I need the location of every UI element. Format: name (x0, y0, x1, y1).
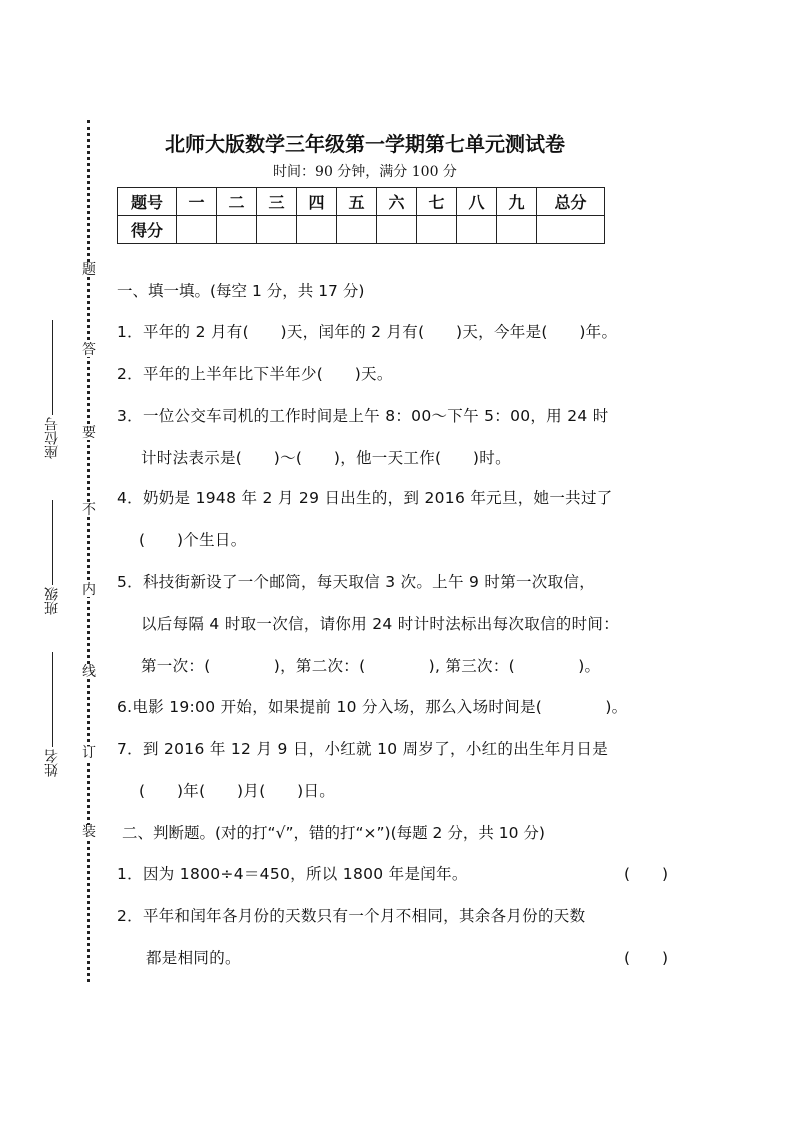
score-header-cell: 题号 (118, 188, 177, 216)
score-header-cell: 二 (217, 188, 257, 216)
margin-char: 装 (82, 824, 96, 840)
margin-char: 不 (82, 502, 96, 518)
score-cell[interactable] (257, 216, 297, 244)
section-1-heading: 一、填一填。(每空 1 分，共 17 分) (117, 282, 365, 300)
question-line: 3．一位公交车司机的工作时间是上午 8：00～下午 5：00，用 24 时 (117, 407, 609, 425)
margin-char: 题 (82, 262, 96, 278)
margin-char: 订 (82, 745, 96, 761)
question-line: 1．平年的 2 月有( )天，闰年的 2 月有( )天，今年是( )年。 (117, 323, 618, 341)
question-line: ( )年( )月( )日。 (139, 782, 336, 800)
margin-char: 内 (82, 582, 96, 598)
score-header-cell: 三 (257, 188, 297, 216)
answer-bracket[interactable]: ( ) (624, 865, 669, 883)
score-cell[interactable] (177, 216, 217, 244)
score-header-cell: 八 (457, 188, 497, 216)
section-2-heading: 二、判断题。(对的打“√”，错的打“×”)(每题 2 分，共 10 分) (122, 824, 545, 842)
page-title: 北师大版数学三年级第一学期第七单元测试卷 (165, 132, 565, 156)
margin-char: 要 (82, 425, 96, 441)
question-line: 5．科技街新设了一个邮筒，每天取信 3 次。上午 9 时第一次取信， (117, 573, 595, 591)
score-header-cell: 七 (417, 188, 457, 216)
seat-number-field[interactable] (42, 320, 62, 459)
question-line: 7．到 2016 年 12 月 9 日，小红就 10 周岁了，小红的出生年月日是 (117, 740, 609, 758)
question-line: 4．奶奶是 1948 年 2 月 29 日出生的，到 2016 年元旦，她一共过了 (117, 489, 613, 507)
score-header-cell: 九 (497, 188, 537, 216)
score-header-cell: 五 (337, 188, 377, 216)
score-cell[interactable] (457, 216, 497, 244)
exam-time-info: 时间：90 分钟，满分 100 分 (273, 164, 457, 180)
score-cell[interactable] (217, 216, 257, 244)
question-line: 第一次：( )，第二次：( ), 第三次：( )。 (141, 657, 601, 675)
question-line: 2．平年的上半年比下半年少( )天。 (117, 365, 393, 383)
name-label: 姓名 (44, 749, 60, 777)
question-line: ( )个生日。 (139, 531, 247, 549)
score-cell[interactable] (537, 216, 605, 244)
answer-bracket[interactable]: ( ) (624, 949, 669, 967)
score-header-cell: 总分 (537, 188, 605, 216)
question-line: 2．平年和闰年各月份的天数只有一个月不相同，其余各月份的天数 (117, 907, 586, 925)
score-table (117, 187, 605, 244)
score-table-header-row (118, 188, 605, 216)
class-field[interactable] (42, 500, 62, 615)
seat-number-blank[interactable] (52, 320, 53, 415)
score-row-label: 得分 (118, 216, 177, 244)
question-line: 1．因为 1800÷4＝450，所以 1800 年是闰年。 (117, 865, 468, 883)
seat-number-label: 座位号 (44, 417, 60, 459)
score-table-score-row (118, 216, 605, 244)
score-header-cell: 一 (177, 188, 217, 216)
score-cell[interactable] (377, 216, 417, 244)
margin-char: 答 (82, 342, 96, 358)
margin-char: 线 (82, 664, 96, 680)
question-line: 计时法表示是( )～( )，他一天工作( )时。 (141, 449, 511, 467)
question-line: 6.电影 19:00 开始，如果提前 10 分入场，那么入场时间是( )。 (117, 698, 628, 716)
score-cell[interactable] (497, 216, 537, 244)
name-blank[interactable] (52, 652, 53, 747)
class-label: 班级 (44, 587, 60, 615)
score-cell[interactable] (297, 216, 337, 244)
name-field[interactable] (42, 652, 62, 777)
score-header-cell: 六 (377, 188, 417, 216)
question-line: 都是相同的。 (146, 949, 241, 967)
class-blank[interactable] (52, 500, 53, 585)
question-line: 以后每隔 4 时取一次信，请你用 24 时计时法标出每次取信的时间： (141, 615, 619, 633)
binding-dotted-line (87, 120, 90, 982)
score-cell[interactable] (417, 216, 457, 244)
score-header-cell: 四 (297, 188, 337, 216)
score-cell[interactable] (337, 216, 377, 244)
